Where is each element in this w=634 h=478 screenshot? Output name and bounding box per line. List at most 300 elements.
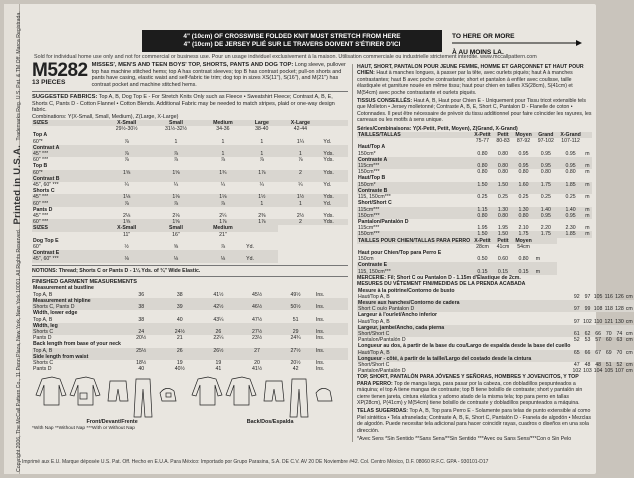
size-value: 42-44 <box>293 126 308 133</box>
row-value: 51 <box>292 316 299 323</box>
row-value: 1⅞ <box>201 219 246 225</box>
row-unit: Yd. <box>246 244 254 251</box>
row-value: 0.80 <box>471 213 493 219</box>
pattern-desc-text: Long sleeve, pullover top has machine stitched hems; top A has contrast sleeves; top B has contrast pocket; pull-on shorts and pants have casing, elastic waist and self-fabric tie trim; dog top in sizes XS(11"), S(16"), and M(21") has contrast pocket and machine stitched hems. <box>91 62 346 88</box>
row-value: 57 <box>595 337 601 344</box>
row-value: 0.95 <box>535 213 557 219</box>
spanish-text: Top de manga larga, para pasar por la cabeza, con dobladillos pespunteados a máquina; el top A tiene mangas de contraste; top B tiene bolsillo de contraste; short y pantalón sin cierre tienen jareta, cintura elástica y adorno atado de la misma tela; top para perro en tallas XP(28cm), P(41cm) y M(54cm) tiene bolsillo de contraste y dobladillos pespunteados a máquina. <box>357 380 583 407</box>
row-unit: Yd. <box>323 138 332 145</box>
row-value: ⅞ <box>124 157 129 164</box>
row-value: 102 <box>583 318 592 325</box>
row-unit: Yd. <box>323 182 332 189</box>
row-label: Contraste A <box>357 157 471 163</box>
size-header: Large <box>245 120 278 126</box>
row-value: 0.80 <box>477 150 488 157</box>
row-value: 1⅛ <box>151 194 200 200</box>
row-value: 1⅞ <box>245 219 278 225</box>
mercerie: MERCERIE: Fil; Short C ou Pantalon D - 1.15m d'Élastique de 2cm. <box>357 274 521 281</box>
row-value: 1¾ <box>201 170 246 176</box>
front-views-drawing <box>32 375 182 419</box>
row-unit: Yds. <box>322 194 348 200</box>
usage-notice: Sold for individual home use only and not for commercial or business use. Pour un usage individuel exclusivement à la maison. Utilisation commerciale ou industrielle strictement interdite. www.mccallpattern.com <box>34 54 537 60</box>
row-value: 70 <box>603 331 614 337</box>
row-value: 1⅝ <box>102 219 151 225</box>
row-label: Haut/Top A, B <box>358 293 390 300</box>
row-value: 46½ <box>238 304 277 310</box>
row-label: Short/Short C <box>358 200 392 207</box>
row-unit: cm <box>625 349 633 356</box>
row-label: 60"* <box>32 170 102 176</box>
row-unit: cm <box>625 337 633 344</box>
row-value: 2⅛ <box>123 213 131 220</box>
size-value: 21" <box>219 231 227 238</box>
english-column <box>32 62 348 432</box>
row-label: Pants D <box>33 335 52 342</box>
row-label: Top A <box>33 132 48 139</box>
row-value: 1 <box>174 138 178 145</box>
french-fabrics-text: Haut A, B, Haut pour Chien E - Uniquement pour Tissu tricot extensible tels que Molleton • Jersey molletonné; Contraste A, B, E, Short C, Pantalon D - Flanelle de coton • Cotonnades. Il peut être nécessaire de prévoir du tissu additionnel pour faire coïncider les rayures, les carreaux ou les motifs à sens unique. <box>357 98 592 124</box>
row-value: 0.25 <box>497 194 509 201</box>
row-value: 1.30 <box>494 207 513 213</box>
size-header: Moyen <box>512 132 534 138</box>
row-value: 1.50 <box>471 182 493 188</box>
row-value: ⅞ <box>124 138 129 145</box>
row-value: 1.15 <box>471 207 493 213</box>
row-label: Largeur à l'ourlet/Ancho inferior <box>358 312 438 319</box>
row-value: 1.75 <box>535 182 557 188</box>
row-value: 24 <box>122 329 161 335</box>
row-unit: Yds. <box>323 157 334 164</box>
row-unit: m <box>585 150 590 157</box>
row-value: ⅛ <box>201 256 246 262</box>
row-value: 1.60 <box>512 182 534 188</box>
row-value: 26 <box>161 348 200 354</box>
table-row <box>32 366 348 372</box>
row-unit: m <box>584 231 592 237</box>
row-value: 1⅝ <box>151 219 200 225</box>
row-value: 39 <box>161 304 200 310</box>
size-header: X-Petit <box>471 132 493 138</box>
row-value: 2⅜ <box>258 213 266 220</box>
french-fabrics-title: TISSUS CONSEILLÉS: <box>357 98 413 105</box>
row-value: 1⅛ <box>201 194 246 200</box>
size-label: SIZES <box>32 120 102 126</box>
row-value: 29 <box>276 329 315 335</box>
row-value: ¼ <box>298 182 303 189</box>
row-value: 40½ <box>174 366 185 373</box>
row-value: 0.80 <box>497 169 509 176</box>
french-title: HAUT, SHORT, PANTALON POUR JEUNE FEMME, HOMME ET GARÇONNET ET HAUT POUR CHIEN: <box>357 64 584 77</box>
row-label: Top A, B <box>33 291 53 298</box>
row-value: 1.85 <box>557 182 584 188</box>
row-value: 2.30 <box>565 225 576 232</box>
row-value: 22¼ <box>213 335 224 342</box>
row-value: 97 <box>573 318 580 325</box>
spanish-fabrics-text: Top A, B, Top para Perro E - Solamente para telas de punto extensible al como Piel sintética • Tela afranelada; Contraste A, B, E, Short C, Pantalón D - Franela de algodón • Mezclas de algodón. Puede necesitar tela adicional para hacer coincidir rayas, cuadros o diseños en una sola dirección. <box>357 408 591 434</box>
row-value: 128 <box>615 306 624 313</box>
row-value: 0.95 <box>565 150 576 157</box>
fabrics-text: Top A, B, Dog Top E - For Stretch Knits Only such as Fleece • Sweatshirt Fleece; Contrast A, B, E, Shorts C, Pants D - Cotton Flannel • Cotton Blends. Additional Fabric may be needed to match stripes, plaid or one-way design fabric. <box>32 94 335 113</box>
row-label: Haut/Top B <box>358 175 386 182</box>
row-value: 21 <box>176 335 183 342</box>
row-value: 97 <box>571 306 582 312</box>
row-value: 20½ <box>290 359 301 366</box>
row-value: 1⅝ <box>102 170 151 176</box>
row-value: 20 <box>254 359 260 366</box>
row-label: 45", 60" *** <box>33 182 59 189</box>
row-value: 2 <box>278 170 322 176</box>
row-value: 24½ <box>161 329 200 335</box>
row-value: 47 <box>573 361 580 368</box>
row-label: Measurement at bustline <box>33 285 94 292</box>
row-value: 27½ <box>238 329 277 335</box>
row-value: 0.95 <box>512 163 534 169</box>
row-unit: m <box>585 225 590 232</box>
spanish-title: TOP, SHORT, PANTALÓN PARA JÓVENES Y SEÑORAS, HOMBRES Y JOVENCITOS, Y TOP PARA PERRO: <box>357 374 579 387</box>
size-value: 107-112 <box>561 138 580 145</box>
row-value: 0.60 <box>497 256 509 263</box>
row-value: 38 <box>138 316 145 323</box>
size-label: TAILLES/TALLAS <box>357 132 471 138</box>
row-value: 102 <box>572 368 582 375</box>
row-value: 2 <box>278 219 322 225</box>
metric-finished-table <box>357 288 634 375</box>
row-value: 74 <box>614 331 625 337</box>
row-value: 1.40 <box>557 207 584 213</box>
row-unit: m <box>584 213 592 219</box>
row-value: 1⅛ <box>102 194 151 200</box>
row-value: 0.80 <box>494 163 513 169</box>
row-value: 24¾ <box>290 335 301 342</box>
row-unit: cm <box>625 361 633 368</box>
row-value: 66 <box>593 331 604 337</box>
row-unit: m <box>584 207 592 213</box>
row-value: 43¼ <box>213 316 224 323</box>
size-header: Grand <box>535 132 557 138</box>
row-value: 38 <box>176 291 183 298</box>
row-value: ⅞ <box>220 157 226 164</box>
row-label: Top B <box>33 163 48 170</box>
size-header: Moyen <box>512 238 534 244</box>
row-value: 1 <box>201 151 246 157</box>
row-unit: Ins. <box>315 359 325 366</box>
row-unit: cm <box>625 306 633 313</box>
row-label: Contrast E <box>32 250 102 256</box>
row-value: 116 <box>604 293 613 300</box>
row-label: Pantalon/Pantalón D <box>358 337 406 344</box>
row-label: Contraste B <box>357 188 471 194</box>
row-value: 0.95 <box>540 150 551 157</box>
row-label: 115cm*** <box>358 225 380 232</box>
row-value: 0.95 <box>535 163 557 169</box>
row-value: 0.80 <box>518 256 529 263</box>
row-value: 60 <box>605 337 612 344</box>
row-value: 1 <box>245 201 278 207</box>
row-value: ⅞ <box>220 244 226 251</box>
row-value: 0.25 <box>565 194 576 201</box>
metric-finished-title: MESURES DU VÊTEMENT FINI/MEDIDAS DE LA PRENDA ACABADA <box>357 281 526 288</box>
size-value: 16" <box>172 231 180 238</box>
row-value: 52 <box>616 361 623 368</box>
row-value: 40 <box>138 366 145 373</box>
row-label: Pantalon/Pantalón D <box>358 368 406 375</box>
size-header: X-Small <box>102 225 151 231</box>
row-value: 0.95 <box>557 213 584 219</box>
row-label: Pants D <box>33 206 53 213</box>
row-label: 150cm*** <box>358 169 380 176</box>
row-value: 1 <box>278 151 322 157</box>
row-label: Short/Short C <box>357 331 571 337</box>
row-value: 67 <box>593 350 604 356</box>
row-label: 115cm*** <box>357 207 471 213</box>
row-value: 0.25 <box>477 194 488 201</box>
row-value: ⅛ <box>102 256 151 262</box>
row-unit: Ins. <box>315 348 348 354</box>
row-label: Contrast B <box>32 176 102 182</box>
size-header: Medium <box>201 120 246 126</box>
row-label: Shorts C <box>32 329 122 335</box>
row-unit: Ins. <box>315 335 325 342</box>
row-label: Mesure à la poitrine/Contorno de busto <box>358 287 455 294</box>
row-label: Side length from waist <box>32 354 122 360</box>
row-value: 23½ <box>251 335 263 342</box>
stretch-line-2: 4" (10cm) DE JERSEY PLIÉ SUR LE TRAVERS DOIVENT S'ÉTIRER D'ICI <box>183 41 401 48</box>
row-value: ⅛ <box>151 256 200 262</box>
row-label: Back length from base of your neck <box>33 341 121 348</box>
row-label: Mesure aux hanches/Contorno de cadera <box>357 300 571 306</box>
row-label: 150cm <box>358 256 374 263</box>
french-text: Haut à manches longues, à passer par la tête, avec ourlets piqués; haut A à manches contrastantes; haut B avec poche contrastante; short et pantalon à enfiler avec coulisse, taille élastiquée et garniture nouée en même tissu; haut pour chien en tailles XS(28cm), S(41cm) et M(54cm) avec poche contrastante et ourlets piqués. <box>357 70 573 96</box>
row-unit: Ins. <box>315 291 325 298</box>
row-unit: m <box>584 182 592 188</box>
row-value: 105 <box>604 368 614 375</box>
row-unit: Yds. <box>322 151 348 157</box>
row-value: 69 <box>603 350 614 356</box>
row-value: 26½ <box>199 348 238 354</box>
row-unit: m <box>584 163 592 169</box>
row-value: 40 <box>176 316 183 323</box>
combinations: Combinations: Y(X-Small, Small, Medium), Z(Large, X-Large) <box>32 113 179 120</box>
back-views-drawing <box>188 375 338 419</box>
pattern-envelope-back <box>4 4 633 474</box>
row-value: 1.50 <box>494 231 513 237</box>
row-label: Haut/Top A, B <box>357 350 571 356</box>
size-value: 97-102 <box>537 138 554 145</box>
french-spanish-column <box>352 64 633 443</box>
row-label: 150cm* <box>357 182 471 188</box>
size-label: TAILLES POUR CHIEN/TALLAS PARA PERRO <box>358 237 471 244</box>
row-value: 0.15 <box>471 269 493 275</box>
row-value: 20½ <box>136 335 147 342</box>
row-value: 1.75 <box>535 231 557 237</box>
row-label: Haut/Top A, B <box>358 318 390 325</box>
row-value: ⅞ <box>173 157 179 164</box>
back-caption: Back/Dos/Espalda <box>246 419 294 426</box>
row-unit: m <box>535 256 541 263</box>
size-value: 34-36 <box>216 126 230 133</box>
row-value: 27 <box>238 348 277 354</box>
row-value: 52 <box>573 337 580 344</box>
size-header: X-Petit <box>471 238 493 244</box>
size-header: Small <box>151 120 200 126</box>
row-value: 0.80 <box>565 169 576 176</box>
notions: NOTIONS: Thread; Shorts C or Pants D - 1¼ Yds. of ¾" Wide Elastic. <box>32 267 201 274</box>
row-unit: m <box>535 269 557 275</box>
row-value: 1½ <box>245 194 278 200</box>
arrow-icon <box>452 40 582 46</box>
row-value: 66 <box>582 350 593 356</box>
pattern-header <box>32 62 348 88</box>
row-value: 99 <box>582 306 593 312</box>
row-value: 92 <box>573 293 580 300</box>
row-value: 1⅝ <box>151 170 200 176</box>
row-label: Shorts C <box>33 188 55 195</box>
row-value: 1.50 <box>494 182 513 188</box>
size-header: X-Large <box>278 120 322 126</box>
metric-yardage-table <box>357 132 592 275</box>
size-value: 29½-30½ <box>115 126 138 133</box>
row-label: Haut/Top A <box>358 144 386 151</box>
row-label: 150cm*** <box>357 231 471 237</box>
row-label: 115, 150cm*** <box>358 194 391 201</box>
row-value: 0.80 <box>494 213 513 219</box>
row-label: 115, 150cm*** <box>357 269 471 275</box>
row-value: 42 <box>292 366 299 373</box>
row-value: 63 <box>616 337 623 344</box>
without-nap-note: **Without Nap <box>54 425 86 431</box>
row-value: 19 <box>215 359 222 366</box>
printed-in: Printed in U.S.A. <box>12 144 23 225</box>
row-value: 0.15 <box>512 269 534 275</box>
row-label: 60" *** <box>32 201 102 207</box>
row-label: Dog Top E <box>33 237 59 244</box>
row-value: 1.50 <box>471 231 493 237</box>
row-label: Width, lower edge <box>33 310 78 317</box>
row-value: ¼ <box>173 182 179 189</box>
row-unit: Yds. <box>323 213 334 220</box>
row-value: 18½ <box>136 359 147 366</box>
size-value: 28cm <box>476 243 489 250</box>
row-value: 0.25 <box>518 194 529 201</box>
row-value: 1.40 <box>535 207 557 213</box>
row-value: ¼ <box>259 182 264 189</box>
row-label: 150cm*** <box>357 213 471 219</box>
row-label: Short C ou/o Pantalon D <box>357 306 571 312</box>
row-value: 104 <box>593 368 603 375</box>
row-value: ⅝ <box>173 244 179 251</box>
nap-notes: *Avec Sens *Sin Sentido **Sans Sens/**Sin Sentido ***Avec ou Sans Sens/***Con o Sin Pelo <box>357 436 572 443</box>
row-value: 0.80 <box>471 163 493 169</box>
row-value: 0.50 <box>477 256 488 263</box>
row-unit: cm <box>625 293 633 300</box>
row-value: 49½ <box>290 291 301 298</box>
row-label: Longueur au dos, à partir de la base du cou/Largo de espalda desde la base del cuello <box>358 343 571 350</box>
trademarks: Trademarks Reg. U.S. Pat. & TM Off. Marca Registrada. <box>16 11 22 141</box>
row-value: 47½ <box>251 316 263 323</box>
row-value: 0.80 <box>518 169 529 176</box>
french-fabrics <box>357 98 592 124</box>
front-caption: Front/Devant/Frente <box>86 419 138 426</box>
row-value: ⅞ <box>151 201 200 207</box>
spanish-fabrics <box>357 408 592 434</box>
row-value: 1.30 <box>512 207 534 213</box>
size-header: X-Small <box>102 120 151 126</box>
row-value: 53 <box>584 337 591 344</box>
row-label: 45" *** <box>32 194 102 200</box>
row-value: 108 <box>593 306 603 313</box>
size-value: 31½-32½ <box>165 126 187 133</box>
row-label: 115cm*** <box>357 163 471 169</box>
side-text <box>12 11 23 472</box>
row-value: 107 <box>615 368 624 375</box>
row-value: 110 <box>593 318 603 325</box>
row-label: 60"* <box>33 138 43 145</box>
row-value: 1 <box>278 201 322 207</box>
size-value: 75-77 <box>475 138 490 145</box>
row-value: 2.10 <box>518 225 529 232</box>
row-label: Width, leg <box>32 323 122 329</box>
size-label: SIZES <box>32 225 102 231</box>
size-header: Medium <box>201 225 246 231</box>
row-label: Top A, B <box>33 316 53 323</box>
size-value: 41cm <box>496 243 510 250</box>
spanish-fabrics-title: TELAS SUGERIDAS: <box>357 408 409 415</box>
french-description <box>357 64 592 96</box>
row-value: 62 <box>582 331 593 337</box>
size-value: 80-83 <box>496 138 510 145</box>
row-value: 0.80 <box>477 169 488 176</box>
finished-measurements-title: FINISHED GARMENT MEASUREMENTS <box>32 279 138 286</box>
row-value: 1 <box>245 151 278 157</box>
fabrics-title: SUGGESTED FABRICS: <box>32 94 98 100</box>
row-unit: m <box>585 169 590 176</box>
row-value: 0.80 <box>540 169 551 176</box>
size-value: 87-92 <box>516 138 531 145</box>
to-here-label: TO HERE OR MORE <box>452 33 515 40</box>
row-value: 97 <box>584 293 591 300</box>
row-value: ⅞ <box>102 151 151 157</box>
row-value: 25½ <box>122 348 161 354</box>
row-label: Measurement at hipline <box>32 298 122 304</box>
spanish-description <box>357 374 592 406</box>
row-value: 2⅛ <box>172 213 180 220</box>
row-value: 1¼ <box>296 138 305 145</box>
with-nap-note: *With Nap <box>32 425 54 431</box>
row-value: 61 <box>571 331 582 337</box>
row-unit: cm <box>625 318 633 325</box>
row-value: 41½ <box>213 291 224 298</box>
row-value: 121 <box>604 318 614 325</box>
size-header: X-Grand <box>557 132 584 138</box>
row-value: 103 <box>583 368 592 375</box>
row-label: Pants D <box>33 366 52 373</box>
row-unit: m <box>585 194 590 201</box>
suggested-fabrics <box>32 94 348 120</box>
row-label: Top A, B <box>32 348 122 354</box>
row-unit: cm <box>625 368 633 375</box>
pattern-title: MISSES', MEN'S AND TEEN BOYS' TOP, SHORTS, PANTS AND DOG TOP: <box>91 62 294 68</box>
size-header: Small <box>151 225 200 231</box>
row-value: 0.80 <box>497 150 509 157</box>
size-header: Petit <box>494 238 513 244</box>
size-value: 54cm <box>517 243 530 250</box>
side-strip <box>4 4 23 474</box>
row-unit: Yd. <box>322 201 348 207</box>
row-unit: Ins. <box>315 304 348 310</box>
row-value: 126 <box>615 293 624 300</box>
size-header: Petit <box>494 132 513 138</box>
row-unit: Ins. <box>315 316 325 323</box>
